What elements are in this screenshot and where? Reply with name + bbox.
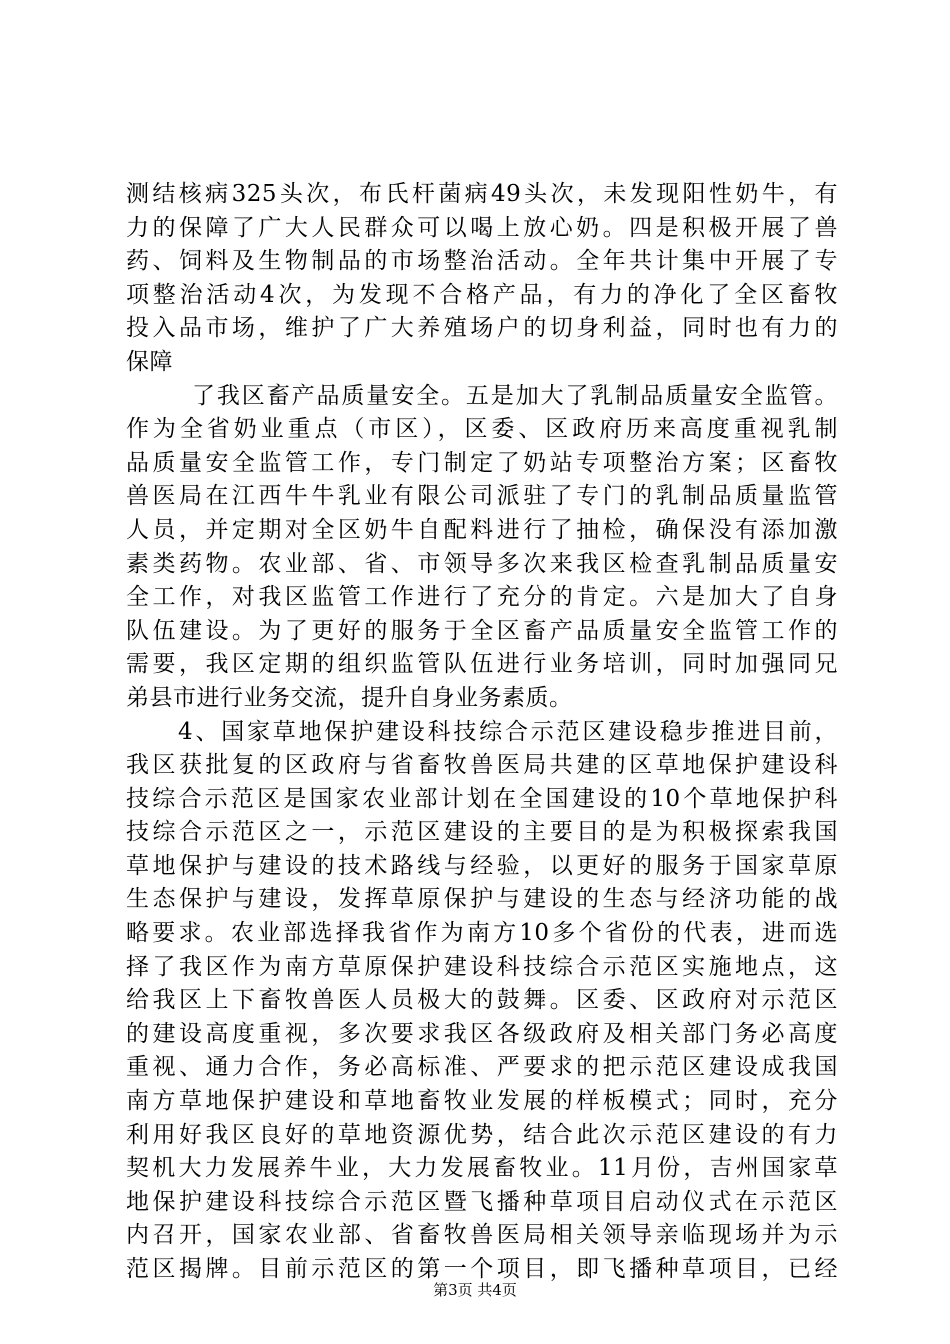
text-line: 略要求。农业部选择我省作为南方10多个省份的代表，进而选: [126, 920, 838, 947]
text-line: 南方草地保护建设和草地畜牧业发展的样板模式；同时，充分: [126, 1088, 838, 1115]
text-line: 重视、通力合作，务必高标准、严要求的把示范区建设成我国: [126, 1054, 838, 1081]
text-line: 队伍建设。为了更好的服务于全区畜产品质量安全监管工作的: [126, 617, 838, 644]
text-line: 择了我区作为南方草原保护建设科技综合示范区实施地点，这: [126, 953, 838, 980]
text-line: 契机大力发展养牛业，大力发展畜牧业。11月份，吉州国家草: [126, 1155, 838, 1182]
text-line: 内召开，国家农业部、省畜牧兽医局相关领导亲临现场并为示: [126, 1222, 838, 1249]
text-line: 4、国家草地保护建设科技综合示范区建设稳步推进目前，: [178, 718, 838, 745]
text-line: 技综合示范区是国家农业部计划在全国建设的10个草地保护科: [126, 785, 838, 812]
text-line: 利用好我区良好的草地资源优势，结合此次示范区建设的有力: [126, 1121, 838, 1148]
text-line: 人员，并定期对全区奶牛自配料进行了抽检，确保没有添加激: [126, 516, 838, 543]
text-line: 项整治活动4次，为发现不合格产品，有力的净化了全区畜牧: [126, 281, 838, 308]
page-footer: [0, 1280, 950, 1300]
page-number-label: 第3页 共4页: [433, 1281, 517, 1299]
text-line: 药、饲料及生物制品的市场整治活动。全年共计集中开展了专: [126, 248, 838, 275]
text-line: 全工作，对我区监管工作进行了充分的肯定。六是加大了自身: [126, 584, 838, 611]
text-line: 保障: [126, 348, 173, 375]
text-line: 力的保障了广大人民群众可以喝上放心奶。四是积极开展了兽: [126, 214, 838, 241]
text-line: 品质量安全监管工作，专门制定了奶站专项整治方案；区畜牧: [126, 449, 838, 476]
text-line: 兽医局在江西牛牛乳业有限公司派驻了专门的乳制品质量监管: [126, 483, 838, 510]
text-line: 技综合示范区之一，示范区建设的主要目的是为积极探索我国: [126, 819, 838, 846]
text-line: 生态保护与建设，发挥草原保护与建设的生态与经济功能的战: [126, 886, 838, 913]
text-line: 地保护建设科技综合示范区暨飞播种草项目启动仪式在示范区: [126, 1188, 838, 1215]
text-line: 草地保护与建设的技术路线与经验，以更好的服务于国家草原: [126, 852, 838, 879]
text-line: 弟县市进行业务交流，提升自身业务素质。: [126, 684, 573, 711]
text-line: 素类药物。农业部、省、市领导多次来我区检查乳制品质量安: [126, 550, 838, 577]
text-line: 给我区上下畜牧兽医人员极大的鼓舞。区委、区政府对示范区: [126, 987, 838, 1014]
text-line: 投入品市场，维护了广大养殖场户的切身利益，同时也有力的: [126, 315, 838, 342]
text-line: 测结核病325头次，布氏杆菌病49头次，未发现阳性奶牛，有: [126, 181, 838, 207]
text-line: 作为全省奶业重点（市区），区委、区政府历来高度重视乳制: [126, 416, 838, 443]
text-line: 的建设高度重视，多次要求我区各级政府及相关部门务必高度: [126, 1020, 838, 1047]
text-line: 了我区畜产品质量安全。五是加大了乳制品质量安全监管。: [192, 382, 838, 409]
text-line: 我区获批复的区政府与省畜牧兽医局共建的区草地保护建设科: [126, 752, 838, 779]
text-line: 需要，我区定期的组织监管队伍进行业务培训，同时加强同兄: [126, 651, 838, 678]
body-text: [126, 178, 838, 1287]
text-line: 范区揭牌。目前示范区的第一个项目，即飞播种草项目，已经: [126, 1256, 838, 1282]
